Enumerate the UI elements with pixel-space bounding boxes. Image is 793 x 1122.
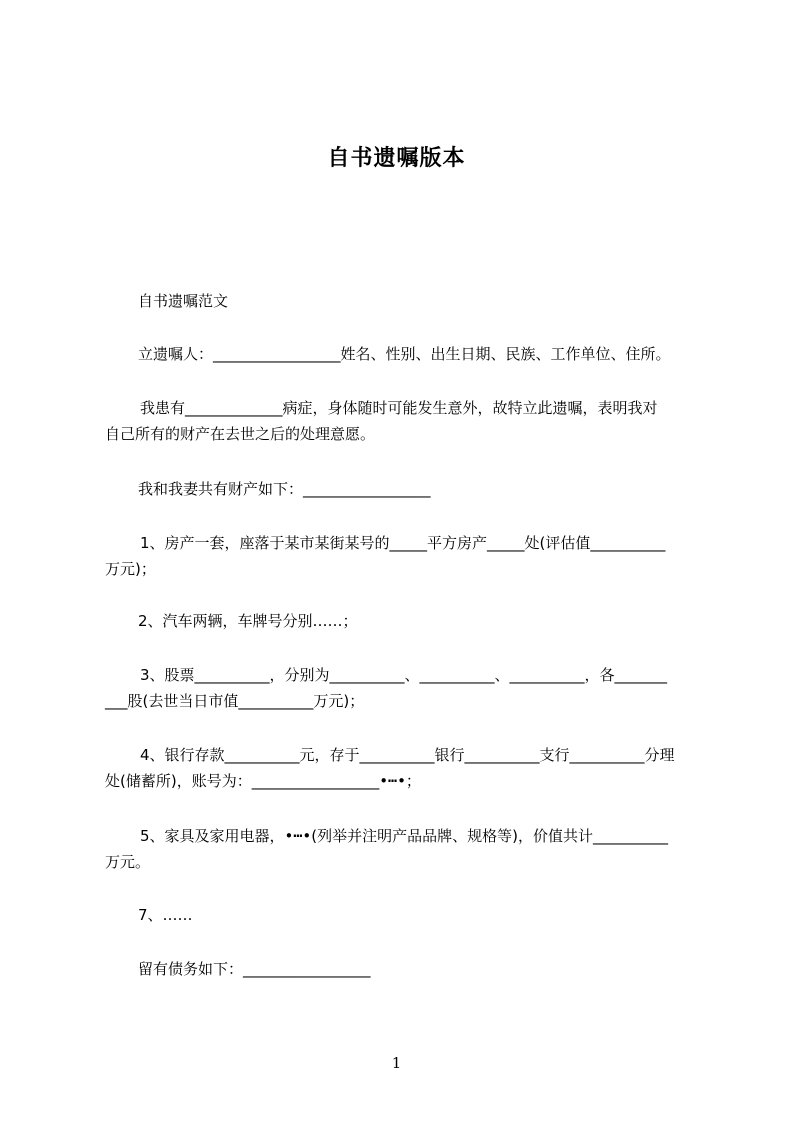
- illness-line-1: 我患有_____________病症，身体随时可能发生意外，故特立此遗嘱，表明我对: [140, 399, 658, 417]
- item-5-line-1: 5、家具及家用电器，•┅•(列举并注明产品品牌、规格等)，价值共计__________: [140, 827, 668, 845]
- item-4-line-1: 4、银行存款__________元，存于__________银行__________支行__________分理: [140, 746, 675, 764]
- item-1-line-1: 1、房产一套，座落于某市某街某号的_____平方房产_____处(评估值__________: [140, 534, 666, 552]
- item-7-text: 7、……: [138, 906, 193, 924]
- item-7-paragraph: [105, 902, 740, 928]
- debts-text: 留有债务如下：_________________: [138, 960, 371, 978]
- joint-property-text: 我和我妻共有财产如下：_________________: [138, 480, 431, 498]
- subtitle-paragraph: [105, 288, 740, 314]
- item-5-paragraph: [105, 823, 707, 875]
- testator-text: 立遗嘱人：_________________姓名、性别、出生日期、民族、工作单位、住所。: [138, 345, 671, 363]
- document-title: 自书遗嘱版本: [327, 146, 466, 171]
- illness-paragraph: [105, 395, 707, 447]
- page-number: 1: [391, 1054, 402, 1072]
- item-3-paragraph: [105, 662, 707, 714]
- item-5-line-2: 万元。: [105, 853, 151, 871]
- item-3-line-2: ___股(去世当日市值__________万元)；: [105, 692, 365, 710]
- joint-property-paragraph: [105, 476, 740, 502]
- item-1-line-2: 万元)；: [105, 560, 156, 578]
- testator-paragraph: [105, 341, 740, 367]
- item-1-paragraph: [105, 530, 707, 582]
- item-3-line-1: 3、股票__________，分别为__________、__________、__________，各_______: [140, 666, 668, 684]
- subtitle-text: 自书遗嘱范文: [138, 292, 229, 310]
- item-4-paragraph: [105, 742, 707, 794]
- debts-paragraph: [105, 956, 740, 982]
- item-4-line-2: 处(储蓄所)，账号为：_________________•┅•；: [105, 772, 421, 790]
- item-2-paragraph: [105, 608, 740, 634]
- item-2-text: 2、汽车两辆，车牌号分别……；: [138, 612, 358, 630]
- illness-line-2: 自己所有的财产在去世之后的处理意愿。: [105, 425, 376, 443]
